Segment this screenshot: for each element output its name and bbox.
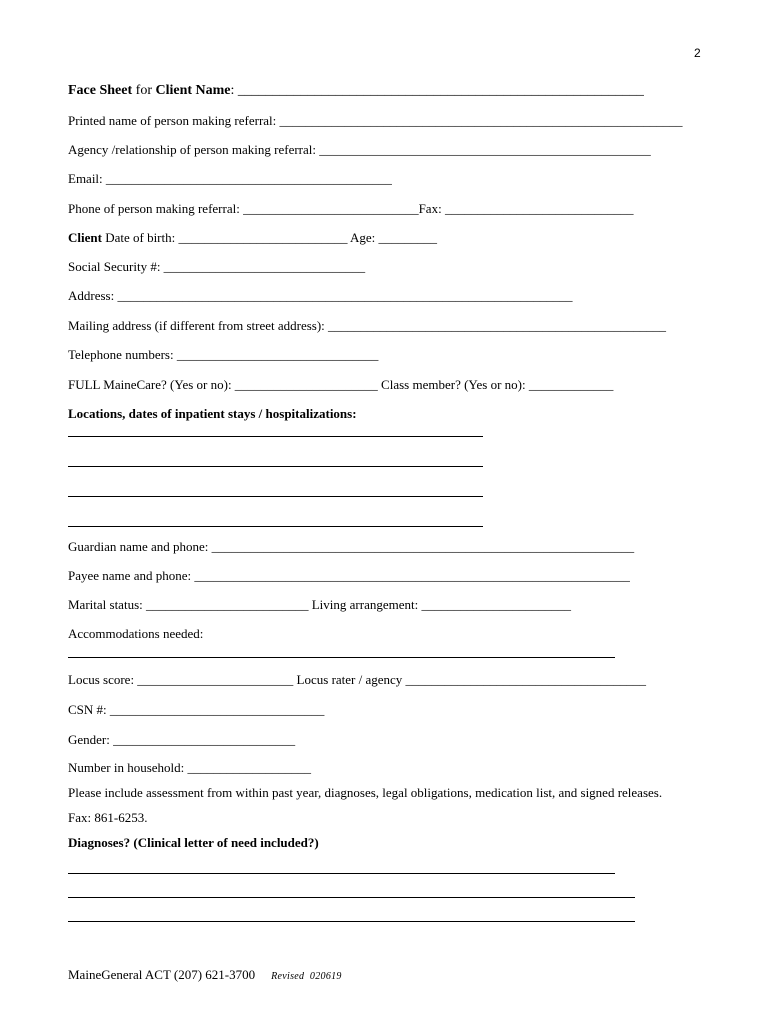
accommodations-line[interactable]: [68, 657, 615, 658]
locations-heading: Locations, dates of inpatient stays / hospitalizations:: [68, 406, 357, 421]
phone-fax-field[interactable]: Phone of person making referral: ___________________________Fax: _____________________________: [68, 201, 634, 216]
csn-field[interactable]: CSN #: _________________________________: [68, 702, 325, 717]
form-title: [68, 82, 644, 100]
client-name-field[interactable]: __________________________________________________________: [237, 83, 644, 98]
dob-age-text[interactable]: Date of birth: __________________________ Age: _________: [101, 230, 438, 245]
agency-relationship-field[interactable]: Agency /relationship of person making referral: ___________________________________________________: [68, 142, 651, 157]
footer: [68, 966, 342, 986]
mainecare-class-member-field[interactable]: FULL MaineCare? (Yes or no): ______________________ Class member? (Yes or no): _____________: [68, 377, 614, 392]
locations-line-4[interactable]: [68, 526, 483, 527]
client-label: Client: [68, 230, 102, 245]
instructions-text: Please include assessment from within past year, diagnoses, legal obligations, medication list, and signed releases.: [68, 785, 663, 800]
payee-field[interactable]: Payee name and phone: ___________________________________________________________________: [68, 568, 630, 583]
telephone-numbers-field[interactable]: Telephone numbers: _______________________________: [68, 347, 379, 362]
locus-field[interactable]: Locus score: ________________________ Locus rater / agency _____________________________________: [68, 672, 647, 687]
diagnoses-heading: Diagnoses? (Clinical letter of need included?): [68, 835, 319, 850]
guardian-field[interactable]: Guardian name and phone: _________________________________________________________________: [68, 539, 635, 554]
address-field[interactable]: Address: ______________________________________________________________________: [68, 288, 573, 303]
ssn-field[interactable]: Social Security #: _______________________________: [68, 259, 366, 274]
locations-line-2[interactable]: [68, 466, 483, 467]
footer-org: MaineGeneral ACT (207) 621-3700: [68, 967, 256, 982]
for-label: for: [132, 83, 156, 98]
email-field[interactable]: Email: ____________________________________________: [68, 171, 392, 186]
face-sheet-label: Face Sheet: [68, 83, 133, 98]
mailing-address-field[interactable]: Mailing address (if different from street address): ____________________________________________________: [68, 318, 667, 333]
diagnoses-line-1[interactable]: [68, 873, 615, 874]
diagnoses-line-3[interactable]: [68, 921, 635, 922]
gender-field[interactable]: Gender: ____________________________: [68, 732, 296, 747]
page-number: 2: [694, 46, 701, 60]
locations-line-1[interactable]: [68, 436, 483, 437]
dob-age-field[interactable]: [68, 229, 437, 247]
accommodations-label: Accommodations needed:: [68, 626, 204, 641]
fax-number-text: Fax: 861-6253.: [68, 810, 148, 825]
printed-name-field[interactable]: Printed name of person making referral: ______________________________________________________________: [68, 113, 683, 128]
client-name-label: Client Name: [155, 83, 231, 98]
locations-line-3[interactable]: [68, 496, 483, 497]
title-colon: :: [230, 83, 238, 98]
marital-living-field[interactable]: Marital status: _________________________ Living arrangement: _______________________: [68, 597, 571, 612]
diagnoses-line-2[interactable]: [68, 897, 635, 898]
revision-date: Revised 020619: [271, 971, 342, 982]
household-field[interactable]: Number in household: ___________________: [68, 760, 312, 775]
